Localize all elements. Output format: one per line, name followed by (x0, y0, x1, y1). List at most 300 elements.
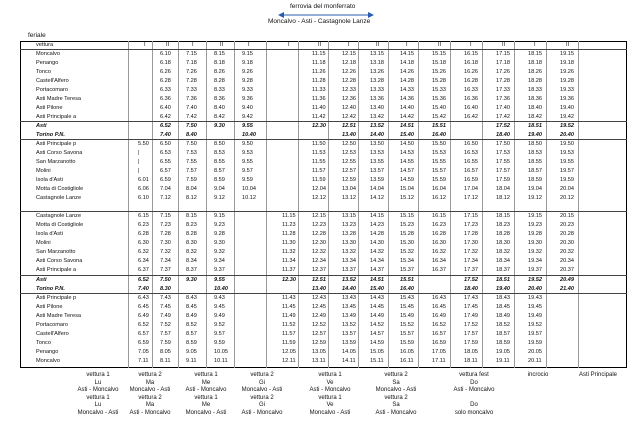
station-name: Tonco (36, 69, 51, 75)
table-row (20, 68, 627, 77)
time-cell: 8.59 (214, 177, 225, 183)
time-cell: 8.42 (214, 114, 225, 120)
time-cell: 7.15 (186, 51, 197, 57)
time-cell: 9.55 (242, 159, 253, 165)
note-line: vettura 2 (384, 394, 408, 401)
time-cell: 18.12 (496, 195, 510, 201)
table-row (20, 77, 627, 86)
time-cell: 11.37 (282, 267, 296, 273)
time-cell: 12.30 (312, 240, 326, 246)
table-row (20, 330, 627, 339)
time-cell: 7.37 (160, 267, 171, 273)
time-cell: 9.50 (242, 141, 253, 147)
time-cell: 16.37 (432, 267, 446, 273)
time-cell: 8.33 (214, 87, 225, 93)
time-cell: 17.34 (464, 258, 478, 264)
time-cell: 15.40 (400, 132, 414, 138)
time-cell: 13.05 (312, 349, 326, 355)
time-cell: 8.05 (160, 349, 171, 355)
time-cell: 18.11 (464, 358, 478, 364)
station-name: Penango (36, 60, 59, 66)
time-cell: 14.59 (370, 340, 384, 346)
time-cell: 9.57 (242, 168, 253, 174)
time-cell: 8.53 (214, 150, 225, 156)
time-cell: 6.45 (138, 304, 149, 310)
header-class: II (166, 42, 170, 48)
time-cell: 18.26 (528, 69, 542, 75)
note-line: Asti - Moncalvo (453, 387, 495, 393)
time-cell: 14.53 (400, 150, 414, 156)
time-cell: 16.49 (432, 313, 446, 319)
time-cell: 18.28 (528, 78, 542, 84)
note-line: vettura 2 (138, 372, 162, 378)
time-cell: 9.55 (242, 123, 253, 129)
note-line: vettura 2 (384, 372, 408, 378)
time-cell: 14.28 (400, 78, 414, 84)
time-cell: 11.26 (312, 69, 326, 75)
time-cell: 7.05 (138, 349, 149, 355)
station-name: Motta di Costigliole (36, 186, 84, 192)
note-line: vettura fest (459, 372, 489, 378)
note-line: Do (470, 402, 478, 408)
time-cell: 11.15 (282, 213, 296, 219)
time-cell: 18.30 (496, 240, 510, 246)
time-cell: 9.55 (214, 277, 225, 283)
time-cell: 18.42 (528, 114, 542, 120)
time-cell: 14.26 (400, 69, 414, 75)
time-cell: 9.18 (242, 60, 253, 66)
time-cell: 15.45 (400, 304, 414, 310)
time-cell: 9.43 (214, 295, 225, 301)
time-cell: 13.40 (370, 105, 384, 111)
time-cell: 11.40 (312, 105, 326, 111)
time-cell: 13.40 (312, 286, 326, 292)
time-cell: 17.04 (464, 186, 478, 192)
time-cell: 7.12 (160, 195, 171, 201)
time-cell: 8.15 (214, 51, 225, 57)
table-row (20, 194, 627, 203)
time-cell: 13.59 (370, 177, 384, 183)
note-line: Ma (145, 379, 155, 386)
time-cell: 16.11 (400, 358, 414, 364)
time-cell: 13.36 (370, 96, 384, 102)
time-cell: 18.40 (496, 132, 510, 138)
time-cell: 7.23 (160, 222, 171, 228)
time-cell: 12.34 (312, 258, 326, 264)
time-cell: 14.57 (370, 331, 384, 337)
time-cell: 18.43 (496, 295, 510, 301)
time-cell: 9.34 (214, 258, 225, 264)
note-line: Asti - Moncalvo (185, 387, 227, 393)
time-cell: 16.53 (464, 150, 478, 156)
table-row (20, 86, 627, 95)
time-cell: 14.34 (370, 258, 384, 264)
time-cell: 7.59 (160, 340, 171, 346)
time-cell: 6.28 (160, 78, 171, 84)
header-class: II (376, 42, 380, 48)
time-cell: 19.23 (528, 222, 542, 228)
note-line (508, 387, 568, 395)
time-cell: 11.59 (282, 340, 296, 346)
time-cell: 20.15 (560, 213, 574, 219)
time-cell: 19.55 (560, 159, 574, 165)
time-cell: 13.30 (342, 240, 356, 246)
time-cell: 11.34 (282, 258, 296, 264)
note-line: Asti - Moncalvo (375, 409, 417, 416)
note-line: solo moncalvo (454, 409, 494, 416)
time-cell: 15.30 (400, 240, 414, 246)
note-line: Lu (94, 402, 102, 408)
time-cell: 19.50 (560, 141, 574, 147)
table-row (20, 248, 627, 257)
time-cell: 11.33 (312, 87, 326, 93)
time-cell: 13.57 (342, 331, 356, 337)
page-title: ferrovia del monferrato (290, 3, 356, 10)
time-cell: 15.05 (370, 349, 384, 355)
station-name: Asti Principale p (36, 141, 77, 147)
time-cell: 14.15 (400, 51, 414, 57)
time-cell: 16.57 (464, 168, 478, 174)
time-cell: 20.37 (560, 267, 574, 273)
note-line (508, 395, 568, 403)
vehicle-schedule-note (232, 372, 292, 417)
vehicle-schedule-note (366, 372, 426, 417)
time-cell: 8.15 (186, 213, 197, 219)
time-cell: 17.42 (496, 114, 510, 120)
time-cell: 6.28 (138, 231, 149, 237)
time-cell: 15.42 (432, 114, 446, 120)
time-cell: 13.34 (342, 258, 356, 264)
time-cell: 6.32 (138, 249, 149, 255)
time-cell: 17.32 (464, 249, 478, 255)
time-cell: 14.40 (370, 132, 384, 138)
time-cell: 7.28 (186, 78, 197, 84)
time-cell: 7.59 (186, 177, 197, 183)
time-cell: 8.28 (186, 231, 197, 237)
time-cell: 19.52 (528, 277, 542, 283)
time-cell: 9.57 (214, 331, 225, 337)
station-name: Asti Principale a (36, 114, 77, 120)
time-cell: 19.37 (528, 267, 542, 273)
time-cell: 13.32 (342, 249, 356, 255)
time-cell: 7.50 (186, 141, 197, 147)
time-cell: 14.04 (370, 186, 384, 192)
time-cell: 18.57 (528, 168, 542, 174)
time-cell: 8.28 (214, 78, 225, 84)
time-cell: 19.57 (560, 168, 574, 174)
time-cell: 15.28 (432, 78, 446, 84)
time-cell: 7.04 (160, 186, 171, 192)
note-line (444, 395, 504, 403)
station-name: Asti Corso Savona (36, 258, 83, 264)
time-cell: 13.57 (370, 168, 384, 174)
time-cell: 14.42 (400, 114, 414, 120)
time-cell: 9.33 (242, 87, 253, 93)
header-class: I (248, 42, 250, 48)
time-cell: 13.49 (342, 313, 356, 319)
time-cell: 10.12 (242, 195, 256, 201)
time-cell: 17.15 (464, 213, 478, 219)
time-cell: 9.26 (242, 69, 253, 75)
time-cell: 6.50 (160, 141, 171, 147)
time-cell: 13.43 (342, 295, 356, 301)
time-cell: | (138, 150, 140, 156)
time-cell: 15.51 (400, 277, 414, 283)
time-cell: 7.26 (186, 69, 197, 75)
note-line: Ve (326, 379, 334, 386)
time-cell: 14.51 (400, 123, 414, 129)
time-cell: 11.57 (282, 331, 296, 337)
double-arrow-icon (278, 11, 374, 19)
time-cell: 20.28 (560, 231, 574, 237)
note-line: Moncalvo - Asti (309, 409, 351, 416)
time-cell: 14.36 (400, 96, 414, 102)
time-cell: 13.45 (342, 304, 356, 310)
time-cell: 6.30 (138, 240, 149, 246)
station-name: Asti Pilone (36, 304, 63, 310)
station-name: Moncalvo (36, 358, 60, 364)
header-class: II (220, 42, 224, 48)
note-line: Moncalvo - Asti (77, 409, 119, 416)
time-cell: 12.49 (312, 313, 326, 319)
time-cell: 8.18 (214, 60, 225, 66)
header-class: I (144, 42, 146, 48)
time-cell: 16.33 (464, 87, 478, 93)
time-cell: 16.28 (432, 231, 446, 237)
time-cell: 12.23 (312, 222, 326, 228)
time-cell: 8.45 (186, 304, 197, 310)
time-cell: 16.15 (464, 51, 478, 57)
note-line: incrocio (527, 372, 549, 378)
time-cell: 8.12 (186, 195, 197, 201)
time-cell: 6.23 (138, 222, 149, 228)
time-cell: 7.34 (160, 258, 171, 264)
time-cell: 9.30 (214, 123, 225, 129)
time-cell: 11.36 (312, 96, 326, 102)
time-cell: 11.32 (282, 249, 296, 255)
vehicle-schedule-note (176, 372, 236, 417)
time-cell: 7.32 (160, 249, 171, 255)
time-cell: 8.57 (186, 331, 197, 337)
time-cell: 15.40 (432, 105, 446, 111)
time-cell: 8.59 (186, 340, 197, 346)
time-cell: 12.15 (312, 213, 326, 219)
note-line: Ve (326, 402, 334, 408)
time-cell: 17.28 (464, 231, 478, 237)
time-cell: 14.33 (400, 87, 414, 93)
time-cell: 14.15 (370, 213, 384, 219)
time-cell: 13.26 (370, 69, 384, 75)
time-cell: 18.51 (496, 277, 510, 283)
time-cell: 12.30 (282, 277, 296, 283)
time-cell: 12.59 (342, 177, 356, 183)
time-cell: 17.53 (496, 150, 510, 156)
time-cell: 17.59 (496, 177, 510, 183)
time-cell: 18.32 (496, 249, 510, 255)
time-cell: 8.34 (186, 258, 197, 264)
time-cell: 6.15 (138, 213, 149, 219)
station-name: Molini (36, 240, 51, 246)
time-cell: 19.49 (528, 313, 542, 319)
time-cell: 12.42 (342, 114, 356, 120)
time-cell: 7.50 (160, 277, 171, 283)
time-cell: 17.36 (496, 96, 510, 102)
station-name: Portacomaro (36, 322, 69, 328)
time-cell: 15.36 (432, 96, 446, 102)
time-cell: 9.04 (214, 186, 225, 192)
time-cell: 20.40 (560, 132, 574, 138)
time-cell: 15.50 (432, 141, 446, 147)
note-line (568, 410, 628, 418)
time-cell: 15.49 (400, 313, 414, 319)
time-cell: 9.30 (186, 277, 197, 283)
time-cell: 16.55 (464, 159, 478, 165)
time-cell: 7.52 (160, 322, 171, 328)
timetable-header (20, 41, 627, 50)
time-cell: 14.43 (370, 295, 384, 301)
header-class: II (438, 42, 442, 48)
table-row (20, 149, 627, 158)
time-cell: 7.57 (186, 168, 197, 174)
time-cell: 19.59 (560, 177, 574, 183)
station-name: Motta di Costigliole (36, 222, 84, 228)
table-row (20, 257, 627, 266)
time-cell: 12.57 (312, 331, 326, 337)
time-cell: 11.28 (312, 78, 326, 84)
time-cell: 9.53 (242, 150, 253, 156)
time-cell: 8.37 (186, 267, 197, 273)
note-line (568, 380, 628, 388)
time-cell: 7.33 (186, 87, 197, 93)
time-cell: 18.45 (496, 304, 510, 310)
time-cell: 9.15 (242, 51, 253, 57)
time-cell: 16.40 (432, 132, 446, 138)
time-cell: 16.59 (432, 340, 446, 346)
time-cell: 16.43 (432, 295, 446, 301)
table-row (20, 167, 627, 176)
time-cell: 17.37 (464, 267, 478, 273)
vehicle-schedule-note (444, 372, 504, 417)
time-cell: 7.53 (186, 150, 197, 156)
time-cell: 7.36 (186, 96, 197, 102)
time-cell: 6.53 (160, 150, 171, 156)
time-cell: 15.23 (400, 222, 414, 228)
time-cell: 12.05 (282, 349, 296, 355)
time-cell: 20.34 (560, 258, 574, 264)
time-cell: 15.18 (432, 60, 446, 66)
note-line: Ma (145, 402, 155, 408)
time-cell: 12.33 (342, 87, 356, 93)
time-cell: 15.43 (400, 295, 414, 301)
time-cell: 7.28 (160, 231, 171, 237)
time-cell: 17.55 (496, 159, 510, 165)
time-cell: 13.37 (342, 267, 356, 273)
time-cell: 17.12 (464, 195, 478, 201)
time-cell: 15.57 (432, 168, 446, 174)
time-cell: 19.33 (560, 87, 574, 93)
time-cell: 12.04 (312, 186, 326, 192)
time-cell: 18.57 (496, 331, 510, 337)
time-cell: 18.28 (496, 231, 510, 237)
time-cell: 9.36 (242, 96, 253, 102)
time-cell: 8.11 (160, 358, 171, 364)
time-cell: 14.18 (400, 60, 414, 66)
note-line: Moncalvo - Asti (375, 387, 417, 393)
time-cell: 8.40 (186, 132, 197, 138)
time-cell: 16.15 (432, 213, 446, 219)
station-name: San Marzanotto (36, 249, 76, 255)
time-cell: 7.15 (160, 213, 171, 219)
time-cell: 9.59 (214, 340, 225, 346)
vehicle-schedule-note (300, 372, 360, 417)
time-cell: 17.59 (464, 340, 478, 346)
time-cell: 21.40 (560, 286, 574, 292)
time-cell: 18.05 (464, 349, 478, 355)
time-cell: 16.18 (464, 60, 478, 66)
time-cell: 15.12 (400, 195, 414, 201)
time-cell: 18.36 (528, 96, 542, 102)
time-cell: 18.04 (496, 186, 510, 192)
time-cell: 17.23 (464, 222, 478, 228)
station-name: Castagnole Lanze (36, 213, 82, 219)
time-cell: 8.36 (214, 96, 225, 102)
time-cell: 6.40 (160, 105, 171, 111)
time-cell: 19.28 (560, 78, 574, 84)
station-name: Asti Principale p (36, 295, 77, 301)
time-cell: 15.40 (370, 286, 384, 292)
time-cell: 9.15 (214, 213, 225, 219)
time-cell: 16.04 (432, 186, 446, 192)
time-cell: 7.42 (186, 114, 197, 120)
time-cell: 12.51 (312, 277, 326, 283)
table-row (20, 294, 627, 303)
time-cell: 17.15 (496, 51, 510, 57)
time-cell: 20.49 (560, 277, 574, 283)
time-cell: 14.32 (370, 249, 384, 255)
station-name: Asti Madre Teresa (36, 96, 81, 102)
time-cell: 12.36 (342, 96, 356, 102)
header-vettura: vettura (36, 42, 54, 48)
time-cell: 16.40 (464, 105, 478, 111)
time-cell: 8.55 (214, 159, 225, 165)
station-name: Asti (36, 277, 47, 283)
time-cell: 11.18 (312, 60, 326, 66)
time-cell: 15.57 (400, 331, 414, 337)
station-name: Castagnole Lanze (36, 195, 82, 201)
time-cell: 16.42 (464, 114, 478, 120)
time-cell: 9.12 (214, 195, 225, 201)
station-name: Portacomaro (36, 87, 69, 93)
time-cell: 8.32 (186, 249, 197, 255)
time-cell: 9.59 (242, 177, 253, 183)
time-cell: 7.50 (186, 123, 197, 129)
time-cell: 14.45 (370, 304, 384, 310)
time-cell: 17.26 (496, 69, 510, 75)
time-cell: 19.18 (560, 60, 574, 66)
station-name: Asti (36, 123, 47, 129)
time-cell: 7.18 (186, 60, 197, 66)
time-cell: 12.57 (342, 168, 356, 174)
time-cell: 14.11 (342, 358, 356, 364)
note-line: vettura 1 (318, 372, 342, 378)
header-class: II (318, 42, 322, 48)
time-cell: 10.04 (242, 186, 256, 192)
time-cell: 19.12 (528, 195, 542, 201)
time-cell: 20.05 (528, 349, 542, 355)
time-cell: 13.40 (342, 132, 356, 138)
vehicle-schedule-note (120, 372, 180, 417)
page-subtitle: Moncalvo - Asti - Castagnole Lanze (268, 18, 371, 25)
